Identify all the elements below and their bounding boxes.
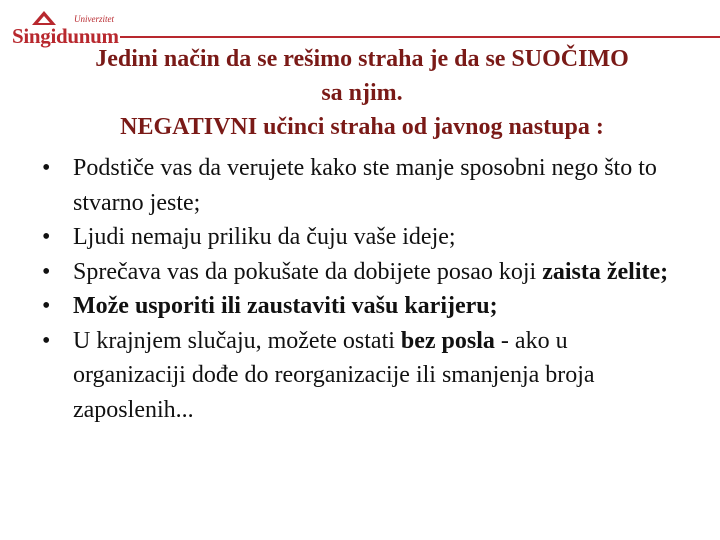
bullet-dot-icon: •: [42, 224, 51, 250]
bullet-text: U krajnjem slučaju, možete ostati: [73, 327, 401, 354]
bullet-bold-text: Može usporiti ili zaustaviti vašu karijeru;: [73, 293, 498, 319]
bullet-text: Sprečava vas da pokušate da dobijete posao koji: [73, 258, 543, 285]
bullet-dot-icon: •: [42, 293, 51, 319]
bullet-dot-icon: •: [42, 327, 51, 354]
bullet-item: [40, 289, 680, 324]
logo-name: Singidunum: [12, 24, 119, 48]
bullet-dot-icon: •: [42, 155, 51, 181]
university-logo: [8, 8, 124, 48]
bullet-item: [40, 255, 680, 290]
bullet-item: [40, 151, 680, 220]
title-line-3: NEGATIVNI učinci straha od javnog nastupa :: [120, 114, 604, 140]
bullet-item: [40, 324, 680, 428]
bullet-text: Ljudi nemaju priliku da čuju vaše ideje;: [73, 224, 456, 250]
bullet-item: [40, 220, 680, 255]
bullet-text-continued: - ako u organizaciji dođe do reorganizacije ili smanjenja broja zaposlenih...: [73, 327, 595, 423]
slide-title: [40, 42, 684, 144]
bullet-bold-text: bez posla: [400, 327, 495, 354]
bullet-text: Podstiče vas da verujete kako ste manje sposobni nego što to stvarno jeste;: [73, 155, 657, 216]
bullet-list: [40, 151, 680, 427]
bullet-dot-icon: •: [42, 258, 51, 285]
title-line-2: sa njim.: [321, 80, 403, 106]
title-line-1: Jedini način da se rešimo straha je da se SUOČIMO: [95, 46, 629, 72]
logo-university-label: Univerzitet: [74, 14, 114, 24]
bullet-bold-text: zaista želite;: [542, 258, 669, 285]
header-divider: [120, 36, 720, 38]
